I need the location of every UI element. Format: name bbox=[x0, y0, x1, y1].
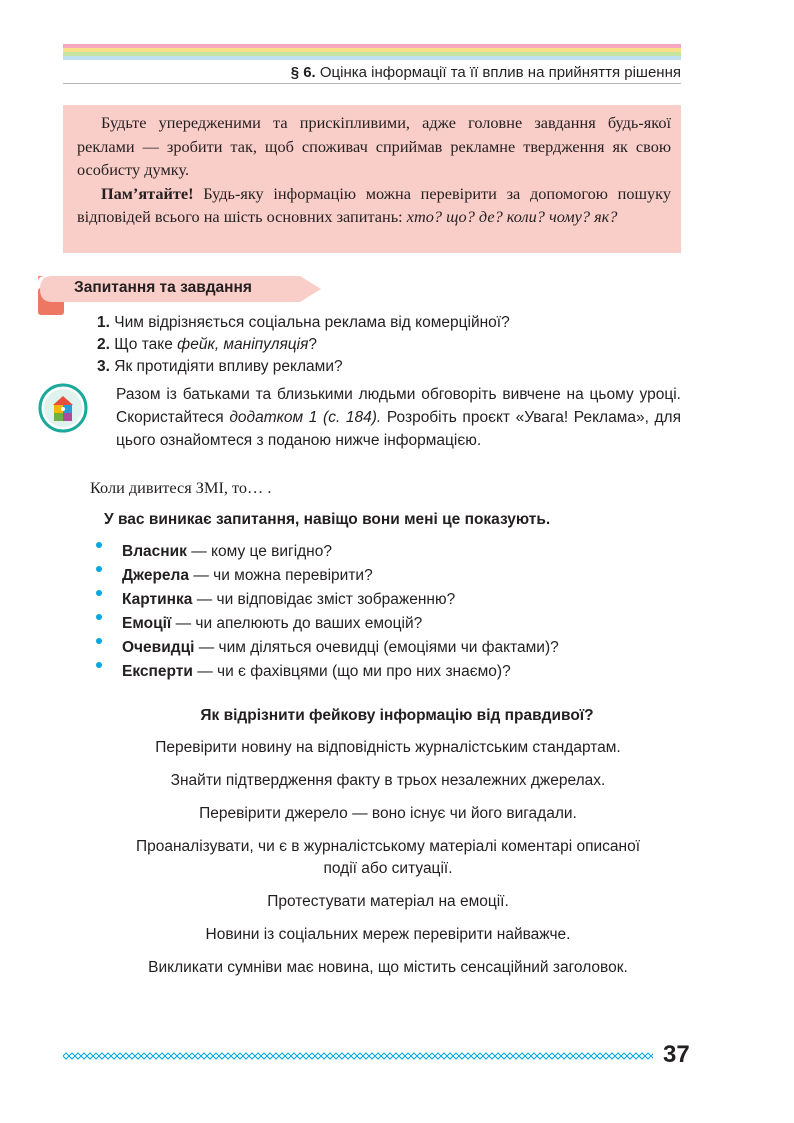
bullet-dot-icon bbox=[96, 638, 102, 644]
question-list bbox=[97, 312, 510, 378]
question-number: 2. bbox=[97, 336, 110, 353]
note-remember: Пам’ятайте! bbox=[101, 183, 194, 203]
bullet-text: — чим діляться очевидці (емоціями чи фактами)? bbox=[194, 639, 559, 656]
family-task-text bbox=[116, 383, 681, 452]
question-number: 1. bbox=[97, 314, 110, 331]
smi-line: Коли дивитеся ЗМІ, то… . bbox=[90, 478, 272, 497]
section-tab bbox=[38, 274, 321, 315]
bullet-dot-icon bbox=[96, 590, 102, 596]
tip-item: Проаналізувати, чи є в журналістському матеріалі коментарі описаної події або ситуації. bbox=[135, 838, 641, 877]
note-paragraph-1: Будьте упередженими та прискіпливими, адже головне завдання будь-якої реклами — зробити так, щоб споживач сприймав рекламне твердження як свою особисту думку. bbox=[77, 113, 671, 179]
section-number: § 6. bbox=[290, 64, 316, 81]
fake-info-heading: Як відрізнити фейкову інформацію від правдивої? bbox=[200, 707, 594, 724]
bullet-term: Емоції bbox=[122, 615, 172, 632]
question-3 bbox=[97, 356, 510, 378]
bullet-term: Експерти bbox=[122, 663, 193, 680]
list-item bbox=[96, 540, 559, 564]
note-questions: хто? що? де? коли? чому? як? bbox=[406, 207, 618, 226]
question-2 bbox=[97, 334, 510, 356]
question-text: ? bbox=[308, 336, 317, 353]
bullet-dot-icon bbox=[96, 542, 102, 548]
bullet-text: — чи можна перевірити? bbox=[189, 567, 373, 584]
bullet-term: Картинка bbox=[122, 591, 193, 608]
list-item bbox=[96, 612, 559, 636]
family-task-part: Розробіть проєкт «Увага! Реклама», для цього ознайомтеся з поданою нижче інформацією. bbox=[116, 409, 681, 449]
header-stripes bbox=[63, 44, 681, 61]
question-text: Як протидіяти впливу реклами? bbox=[114, 358, 343, 375]
list-item bbox=[96, 660, 559, 684]
family-task-part: Разом із батьками та близькими людьми обговоріть вивчене на цьому уроці. Скористайтеся bbox=[116, 386, 681, 426]
bullet-text: — кому це вигідно? bbox=[186, 543, 332, 560]
tip-item: Протестувати матеріал на емоції. bbox=[267, 893, 509, 910]
tip-item: Перевірити новину на відповідність журналістським стандартам. bbox=[155, 739, 621, 756]
note-paragraph-2 bbox=[77, 182, 671, 229]
question-text: Чим відрізняється соціальна реклама від комерційної? bbox=[114, 314, 510, 331]
section-tab-label: Запитання та завдання bbox=[74, 279, 252, 296]
bullet-term: Очевидці bbox=[122, 639, 195, 656]
page-number: 37 bbox=[663, 1041, 690, 1068]
section-title: Оцінка інформації та її вплив на прийняття рішення bbox=[319, 64, 681, 81]
family-task-reference: додатком 1 (с. 184). bbox=[229, 409, 382, 426]
note-box bbox=[63, 105, 681, 253]
bullet-dot-icon bbox=[96, 614, 102, 620]
list-item bbox=[96, 636, 559, 660]
bullet-dot-icon bbox=[96, 662, 102, 668]
bullet-dot-icon bbox=[96, 566, 102, 572]
bullet-text: — чи є фахівцями (що ми про них знаємо)? bbox=[192, 663, 511, 680]
tips-list bbox=[63, 737, 713, 990]
bullet-list bbox=[96, 540, 559, 684]
tip-item: Знайти підтвердження факту в трьох незалежних джерелах. bbox=[170, 772, 606, 789]
bullet-text: — чи відповідає зміст зображенню? bbox=[192, 591, 456, 608]
bullet-term: Власник bbox=[122, 543, 187, 560]
question-1 bbox=[97, 312, 510, 334]
bullet-text: — чи апелюють до ваших емоцій? bbox=[171, 615, 423, 632]
footer-diamond-rule bbox=[63, 1050, 653, 1062]
note-text: Будь-яку інформацію можна перевірити за допомогою пошуку відповідей всього на шість основних запитань: bbox=[77, 183, 671, 226]
tip-item: Перевірити джерело — воно існує чи його вигадали. bbox=[199, 805, 577, 822]
tip-item: Новини із соціальних мереж перевірити найважче. bbox=[205, 926, 571, 943]
bullet-term: Джерела bbox=[122, 567, 190, 584]
running-head bbox=[63, 63, 681, 84]
list-item bbox=[96, 588, 559, 612]
list-item bbox=[96, 564, 559, 588]
question-text: Що таке bbox=[114, 336, 178, 353]
question-heading: У вас виникає запитання, навіщо вони мені це показують. bbox=[104, 511, 551, 528]
tip-item: Викликати сумніви має новина, що містить сенсаційний заголовок. bbox=[148, 959, 628, 976]
question-text-italic: фейк, маніпуляція bbox=[177, 336, 309, 353]
family-puzzle-icon bbox=[38, 383, 88, 433]
question-number: 3. bbox=[97, 358, 110, 375]
